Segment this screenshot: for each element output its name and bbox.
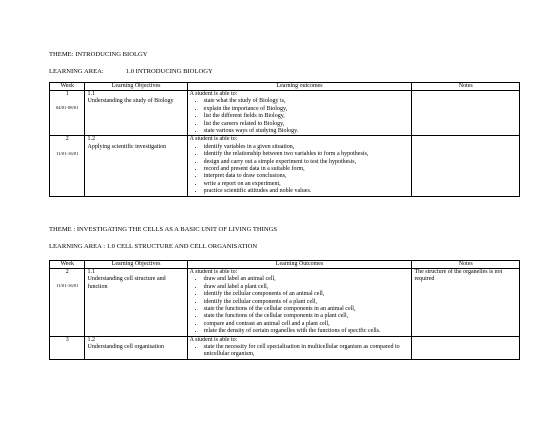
outcomes-intro: A student is able to:	[189, 269, 238, 275]
week-cell	[50, 136, 85, 196]
header-outcomes: Learning Outcomes	[187, 261, 412, 269]
table-row	[50, 91, 520, 136]
outcome-item: • list the careers related to Biology,	[204, 121, 410, 128]
table-header-row	[50, 261, 520, 269]
outcome-item: • draw and label an animal cell,	[204, 276, 410, 283]
outcome-item: • compare and contrast an animal cell and a plant cell,	[204, 321, 410, 328]
outcome-item: • explain the importance of Biology,	[204, 106, 410, 113]
objective-cell	[85, 269, 187, 337]
header-objectives: Learning Objectives	[85, 261, 187, 269]
objective-text: Applying scientific investigation	[87, 143, 167, 150]
outcomes-list	[190, 98, 410, 135]
week-dates: 11/01-16/01	[56, 150, 79, 156]
learning-area-1-label: LEARNING AREA:	[49, 68, 104, 75]
week-number: 2	[65, 269, 69, 275]
scheme-table-1	[49, 82, 520, 197]
outcomes-list	[190, 276, 410, 335]
outcome-item: • identify variables in a given situation,	[204, 144, 410, 151]
learning-area-2: LEARNING AREA : 1.0 CELL STRUCTURE AND CELL ORGANISATION	[49, 243, 258, 250]
week-number: 1	[65, 91, 69, 97]
outcome-item: • state what the study of Biology is,	[204, 98, 410, 105]
theme-2: THEME : INVESTIGATING THE CELLS AS A BASIC UNIT OF LIVING THINGS	[49, 226, 278, 233]
week-cell	[50, 269, 85, 337]
outcome-item: • relate the density of certain organelles with the functions of specific cells.	[204, 328, 410, 335]
outcome-item: • write a report on an experiment,	[204, 181, 410, 188]
week-number: 3	[65, 336, 69, 343]
outcomes-intro: A student is able to:	[189, 136, 238, 143]
objective-cell	[85, 336, 187, 359]
notes-cell	[412, 136, 520, 196]
outcome-item: • state various ways of studying Biology.	[204, 128, 410, 135]
outcome-item: • draw and label a plant cell,	[204, 284, 410, 291]
notes-cell	[412, 91, 520, 136]
outcome-item: • interpret data to draw conclusions,	[204, 173, 410, 180]
outcome-item: • design and carry out a simple experiment to test the hypothesis,	[204, 159, 410, 166]
objective-cell	[85, 136, 187, 196]
notes-cell: The structure of the organelles is not required	[412, 269, 520, 337]
objective-number: 1.1	[87, 91, 95, 97]
week-number: 2	[65, 136, 69, 143]
outcome-item: • state the necessity for cell specialisation in multicellular organism as compared to unicellular organism,	[204, 344, 410, 359]
week-dates: 11/01-16/01	[56, 283, 79, 289]
learning-area-1	[49, 68, 213, 75]
header-notes: Notes	[412, 83, 520, 91]
header-week: Week	[50, 83, 85, 91]
table-row	[50, 336, 520, 359]
objective-cell	[85, 91, 187, 136]
header-notes: Notes	[412, 261, 520, 269]
table-row	[50, 136, 520, 196]
objective-text: Understanding cell organisation	[87, 344, 165, 351]
outcomes-cell	[187, 269, 412, 337]
objective-number: 1.1	[87, 269, 95, 275]
outcome-item: • state the functions of the cellular components in a plant cell,	[204, 313, 410, 320]
table-row	[50, 269, 520, 337]
outcome-item: • record and present data in a suitable form,	[204, 166, 410, 173]
outcome-item: • identify the relationship between two variables to form a hypothesis,	[204, 151, 410, 158]
table-header-row	[50, 83, 520, 91]
outcome-item: • identify the cellular components of a plant cell,	[204, 299, 410, 306]
learning-area-1-value: 1.0 INTRODUCING BIOLOGY	[125, 68, 213, 75]
outcome-item: • state the functions of the cellular components in an animal cell,	[204, 306, 410, 313]
outcomes-intro: A student is able to:	[189, 91, 238, 97]
outcome-item: • list the different fields in Biology,	[204, 113, 410, 120]
objective-number: 1.2	[87, 336, 95, 343]
objective-text: Understanding cell structure and function	[87, 276, 166, 290]
outcomes-intro: A student is able to:	[189, 336, 238, 343]
outcomes-cell	[187, 136, 412, 196]
outcome-item: • identify the cellular components of an animal cell,	[204, 291, 410, 298]
objective-text: Understanding the study of Biology	[87, 98, 174, 105]
outcomes-cell	[187, 91, 412, 136]
scheme-table-2	[49, 260, 520, 360]
header-week: Week	[50, 261, 85, 269]
outcome-item: • practice scientific attitudes and noble values.	[204, 188, 410, 195]
outcomes-cell	[187, 336, 412, 359]
week-cell	[50, 91, 85, 136]
header-objectives: Learning Objectives	[85, 83, 187, 91]
outcomes-list	[190, 144, 410, 196]
week-dates: 04/01-08/01	[56, 105, 79, 111]
week-cell	[50, 336, 85, 359]
theme-1: THEME: INTRODUCING BIOLGY	[49, 51, 148, 58]
outcomes-list	[190, 344, 410, 359]
header-outcomes: Learning outcomes	[187, 83, 412, 91]
objective-number: 1.2	[87, 136, 95, 143]
notes-cell	[412, 336, 520, 359]
